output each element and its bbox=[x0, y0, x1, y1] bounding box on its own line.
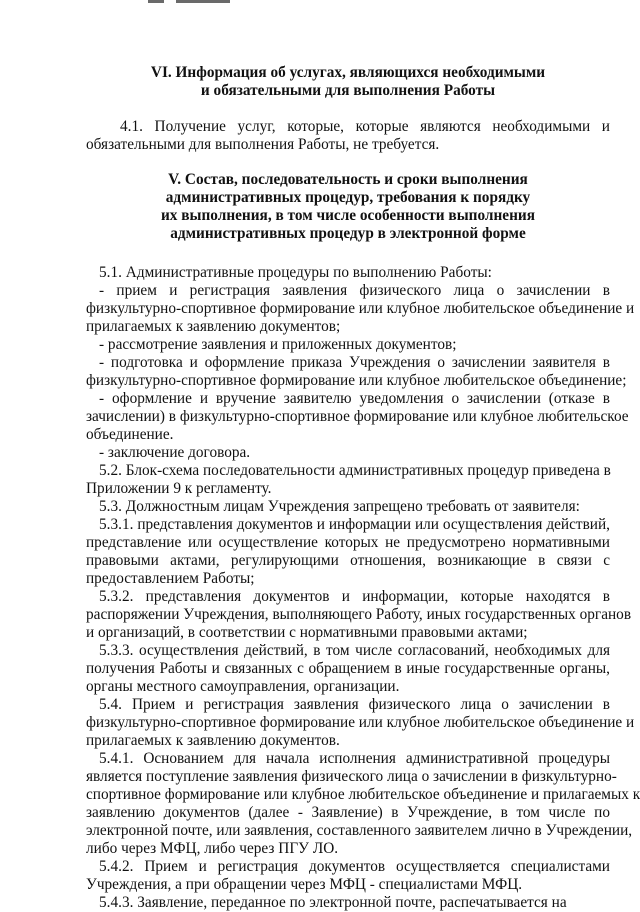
paragraph-line: правовыми актами, регулирующими отношения, возникающие в связи с bbox=[86, 552, 610, 569]
paragraph-line: - рассмотрение заявления и приложенных документов; bbox=[99, 336, 457, 353]
paragraph-line: физкультурно-спортивное формирование или клубное любительское объединение и bbox=[86, 300, 635, 317]
paragraph bbox=[86, 696, 635, 750]
paragraph bbox=[86, 894, 610, 912]
document-page bbox=[86, 64, 640, 912]
paragraph-line: физкультурно-спортивное формирование или клубное любительское объединение; bbox=[86, 372, 627, 389]
section-v-title-line4: административных процедур в электронной форме bbox=[170, 225, 526, 242]
paragraph-line: 5.3. Должностным лицам Учреждения запрещено требовать от заявителя: bbox=[99, 498, 580, 515]
paragraph-4-1-line2: обязательными для выполнения Работы, не требуется. bbox=[86, 136, 440, 153]
paragraph-line: распоряжении Учреждения, выполняющего Работу, иных государственных органов bbox=[86, 606, 632, 623]
section-vi-title-line2: и обязательными для выполнения Работы bbox=[200, 82, 496, 99]
paragraph-line: прилагаемых к заявлению документов; bbox=[86, 318, 341, 335]
paragraph bbox=[86, 462, 610, 498]
paragraph-line: Учреждения, а при обращении через МФЦ - специалистами МФЦ. bbox=[86, 876, 523, 893]
section-vi-title-line1: VI. Информация об услугах, являющихся необходимыми bbox=[150, 64, 546, 81]
paragraph-line: 5.4.3. Заявление, переданное по электронной почте, распечатывается на bbox=[99, 894, 567, 911]
paragraph bbox=[86, 516, 610, 588]
paragraph-line: физкультурно-спортивное формирование или клубное любительское объединение и bbox=[86, 714, 635, 731]
section-v-title-line3: их выполнения, в том числе особенности выполнения bbox=[160, 207, 535, 224]
paragraph-line: заявлению документов (далее - Заявление) в Учреждение, в том числе по bbox=[86, 804, 610, 821]
paragraph bbox=[86, 750, 640, 858]
scan-top-marks bbox=[0, 0, 640, 6]
body-paragraphs bbox=[86, 264, 640, 912]
paragraph-line: 5.1. Административные процедуры по выполнению Работы: bbox=[99, 264, 492, 281]
paragraph-line: органы местного самоуправления, организации. bbox=[86, 678, 400, 695]
section-v-title-line2: административных процедур, требования к порядку bbox=[165, 189, 531, 206]
paragraph bbox=[86, 588, 632, 642]
paragraph-line: - прием и регистрация заявления физического лица о зачислении в bbox=[99, 282, 610, 299]
paragraph-line: 5.3.3. осуществления действий, в том числе согласований, необходимых для bbox=[99, 642, 610, 659]
paragraph bbox=[86, 354, 627, 390]
paragraph-line: Приложении 9 к регламенту. bbox=[86, 480, 272, 497]
paragraph-line: зачислении) в физкультурно-спортивное формирование или клубное любительское bbox=[86, 408, 629, 425]
paragraph-line: объединение. bbox=[86, 426, 174, 443]
paragraph-line: является поступление заявления физического лица о зачислении в физкультурно- bbox=[86, 768, 617, 785]
paragraph bbox=[86, 390, 629, 444]
paragraph bbox=[86, 282, 635, 336]
paragraph bbox=[86, 264, 610, 282]
section-vi-heading bbox=[86, 64, 610, 100]
paragraph-line: 5.3.2. представления документов и информации, которые находятся в bbox=[99, 588, 610, 605]
paragraph-line: электронной почте, или заявления, составленного заявителем лично в Учреждении, bbox=[86, 822, 633, 839]
paragraph-line: представление или осуществление которых не предусмотрено нормативными bbox=[86, 534, 610, 551]
paragraph-4-1 bbox=[86, 118, 610, 154]
paragraph-line: и организаций, в соответствии с нормативными правовыми актами; bbox=[86, 624, 528, 641]
paragraph-line: спортивное формирование или клубное любительское объединение и прилагаемых к bbox=[86, 786, 640, 803]
paragraph-line: - подготовка и оформление приказа Учреждения о зачислении заявителя в bbox=[99, 354, 610, 371]
paragraph-line: получения Работы и связанных с обращением в иные государственные органы, bbox=[86, 660, 610, 677]
paragraph bbox=[86, 444, 610, 462]
paragraph-4-1-line1: 4.1. Получение услуг, которые, которые являются необходимыми и bbox=[120, 118, 610, 135]
section-v-heading bbox=[86, 171, 610, 243]
paragraph-line: - заключение договора. bbox=[99, 444, 251, 461]
section-v-title-line1: V. Состав, последовательность и сроки выполнения bbox=[168, 171, 528, 188]
paragraph-line: 5.2. Блок-схема последовательности административных процедур приведена в bbox=[99, 462, 611, 479]
paragraph bbox=[86, 858, 610, 894]
paragraph bbox=[86, 642, 610, 696]
paragraph-line: - оформление и вручение заявителю уведомления о зачислении (отказе в bbox=[99, 390, 610, 407]
paragraph bbox=[86, 336, 610, 354]
paragraph bbox=[86, 498, 610, 516]
paragraph-line: 5.3.1. представления документов и информации или осуществления действий, bbox=[99, 516, 610, 533]
paragraph-line: прилагаемых к заявлению документов. bbox=[86, 732, 340, 749]
paragraph-line: предоставлением Работы; bbox=[86, 570, 255, 587]
paragraph-line: 5.4.2. Прием и регистрация документов осуществляется специалистами bbox=[99, 858, 610, 875]
paragraph-line: 5.4.1. Основанием для начала исполнения административной процедуры bbox=[99, 750, 610, 767]
paragraph-line: 5.4. Прием и регистрация заявления физического лица о зачислении в bbox=[99, 696, 610, 713]
paragraph-line: либо через МФЦ, либо через ПГУ ЛО. bbox=[86, 840, 339, 857]
